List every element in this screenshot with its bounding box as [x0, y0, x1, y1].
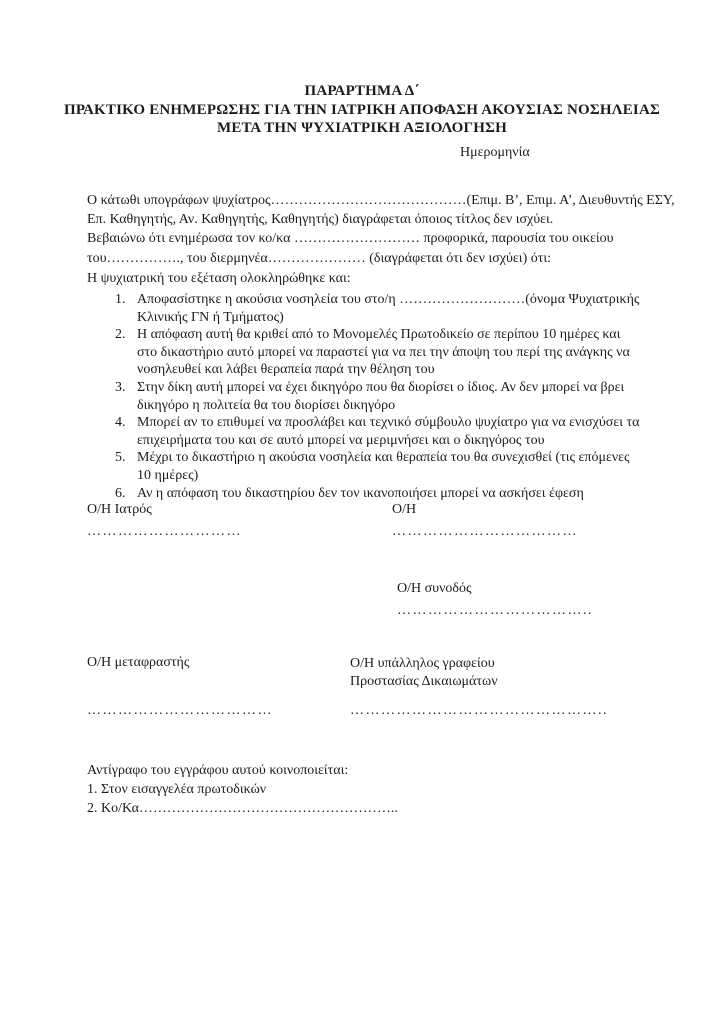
signature-rights-officer	[350, 655, 498, 691]
document-title	[0, 82, 724, 138]
signature-rights-officer-label-2: Προστασίας Δικαιωμάτων	[350, 674, 498, 689]
list-item-text: Στην δίκη αυτή μπορεί να έχει δικηγόρο που θα διορίσει ο ίδιος. Αν δεν μπορεί να βρει δικηγόρο η πολιτεία θα του διορίσει δικηγόρο	[137, 379, 625, 413]
list-item	[115, 449, 643, 484]
list-lead: Η ψυχιατρική του εξέταση ολοκληρώθηκε και:	[87, 271, 351, 286]
intro-line-1: Ο κάτωθι υπογράφων ψυχίατρος……………………………………(Επιμ. Β’, Επιμ. Α’, Διευθυντής ΕΣΥ,	[87, 193, 675, 208]
distribution-item-prosecutor: 1. Στον εισαγγελέα πρωτοδικών	[87, 781, 267, 797]
list-item	[115, 326, 643, 379]
signature-second-party-line: ………………………………	[392, 524, 578, 539]
list-item-text: Η απόφαση αυτή θα κριθεί από το Μονομελές Πρωτοδικείο σε περίπου 10 ημέρες και στο δικαστήριο αυτό μπορεί να παραστεί για να πει την άποψη του περί της ανάγκης να νοσηλευθεί και λάβει θεραπεία παρά την θέληση του	[137, 327, 630, 378]
signature-escort-label: Ο/Η συνοδός	[397, 581, 472, 596]
list-item-number: 3.	[115, 379, 126, 395]
list-item	[115, 414, 643, 449]
signature-doctor	[87, 502, 242, 540]
signature-rights-officer-line: …………………………………………..	[350, 703, 608, 718]
signature-doctor-line: …………………………	[87, 524, 242, 539]
intro-paragraph	[87, 191, 675, 268]
title-line-main: ΠΡΑΚΤΙΚΟ ΕΝΗΜΕΡΩΣΗΣ ΓΙΑ ΤΗΝ ΙΑΤΡΙΚΗ ΑΠΟΦΑΣΗ ΑΚΟΥΣΙΑΣ ΝΟΣΗΛΕΙΑΣ	[63, 101, 660, 118]
list-item-number: 2.	[115, 327, 126, 343]
signature-rights-officer-label-1: Ο/Η υπάλληλος γραφείου	[350, 656, 495, 671]
distribution-lead: Αντίγραφο του εγγράφου αυτού κοινοποιείται:	[87, 763, 349, 778]
list-item-text: Αποφασίστηκε η ακούσια νοσηλεία του στο/η ………………………(όνομα Ψυχιατρικής Κλινικής ΓΝ ή Τμήματος)	[137, 292, 640, 325]
title-line-sub: ΜΕΤΑ ΤΗΝ ΨΥΧΙΑΤΡΙΚΗ ΑΞΙΟΛΟΓΗΣΗ	[217, 120, 507, 136]
numbered-list	[87, 291, 643, 502]
signature-doctor-label: Ο/Η Ιατρός	[87, 502, 152, 517]
distribution-item-person: 2. Κο/Κα………………………………………………..	[87, 800, 398, 816]
list-item-number: 5.	[115, 450, 126, 466]
title-line-appendix: ΠΑΡΑΡΤΗΜΑ Δ΄	[304, 83, 420, 99]
date-label: Ημερομηνία	[460, 145, 530, 160]
list-item	[115, 485, 643, 503]
signature-translator	[87, 655, 189, 671]
list-item-number: 6.	[115, 485, 126, 501]
intro-line-4: του……………., του διερμηνέα………………… (διαγράφεται ότι δεν ισχύει) ότι:	[87, 250, 552, 266]
intro-line-2: Επ. Καθηγητής, Αν. Καθηγητής, Καθηγητής) διαγράφεται όποιος τίτλος δεν ισχύει.	[87, 212, 554, 228]
signature-second-party	[392, 502, 578, 540]
signature-escort	[397, 581, 593, 619]
list-item-number: 1.	[115, 292, 126, 307]
information-list-section	[87, 270, 643, 502]
signature-escort-line: ………………………………..	[397, 603, 593, 618]
list-item-number: 4.	[115, 415, 126, 431]
list-item	[115, 291, 643, 326]
signature-translator-label: Ο/Η μεταφραστής	[87, 655, 190, 670]
signature-translator-line: ………………………………	[87, 703, 273, 718]
list-item-text: Αν η απόφαση του δικαστηρίου δεν τον ικανοποιήσει μπορεί να ασκήσει έφεση	[137, 485, 584, 501]
list-item-text: Μπορεί αν το επιθυμεί να προσλάβει και τεχνικό σύμβουλο ψυχίατρο για να ενισχύσει τα επιχειρήματα του και σε αυτό μπορεί να μεριμνήσει και ο δικηγόρος του	[137, 415, 640, 448]
list-item-text: Μέχρι το δικαστήριο η ακούσια νοσηλεία και θεραπεία του θα συνεχισθεί (τις επόμενες 10 ημέρες)	[137, 450, 630, 483]
intro-line-3: Βεβαιώνω ότι ενημέρωσα τον κο/κα ……………………… προφορικά, παρουσία του οικείου	[87, 231, 614, 247]
signature-second-party-label: Ο/Η	[392, 502, 417, 517]
distribution-section	[87, 762, 398, 818]
list-item	[115, 379, 643, 414]
